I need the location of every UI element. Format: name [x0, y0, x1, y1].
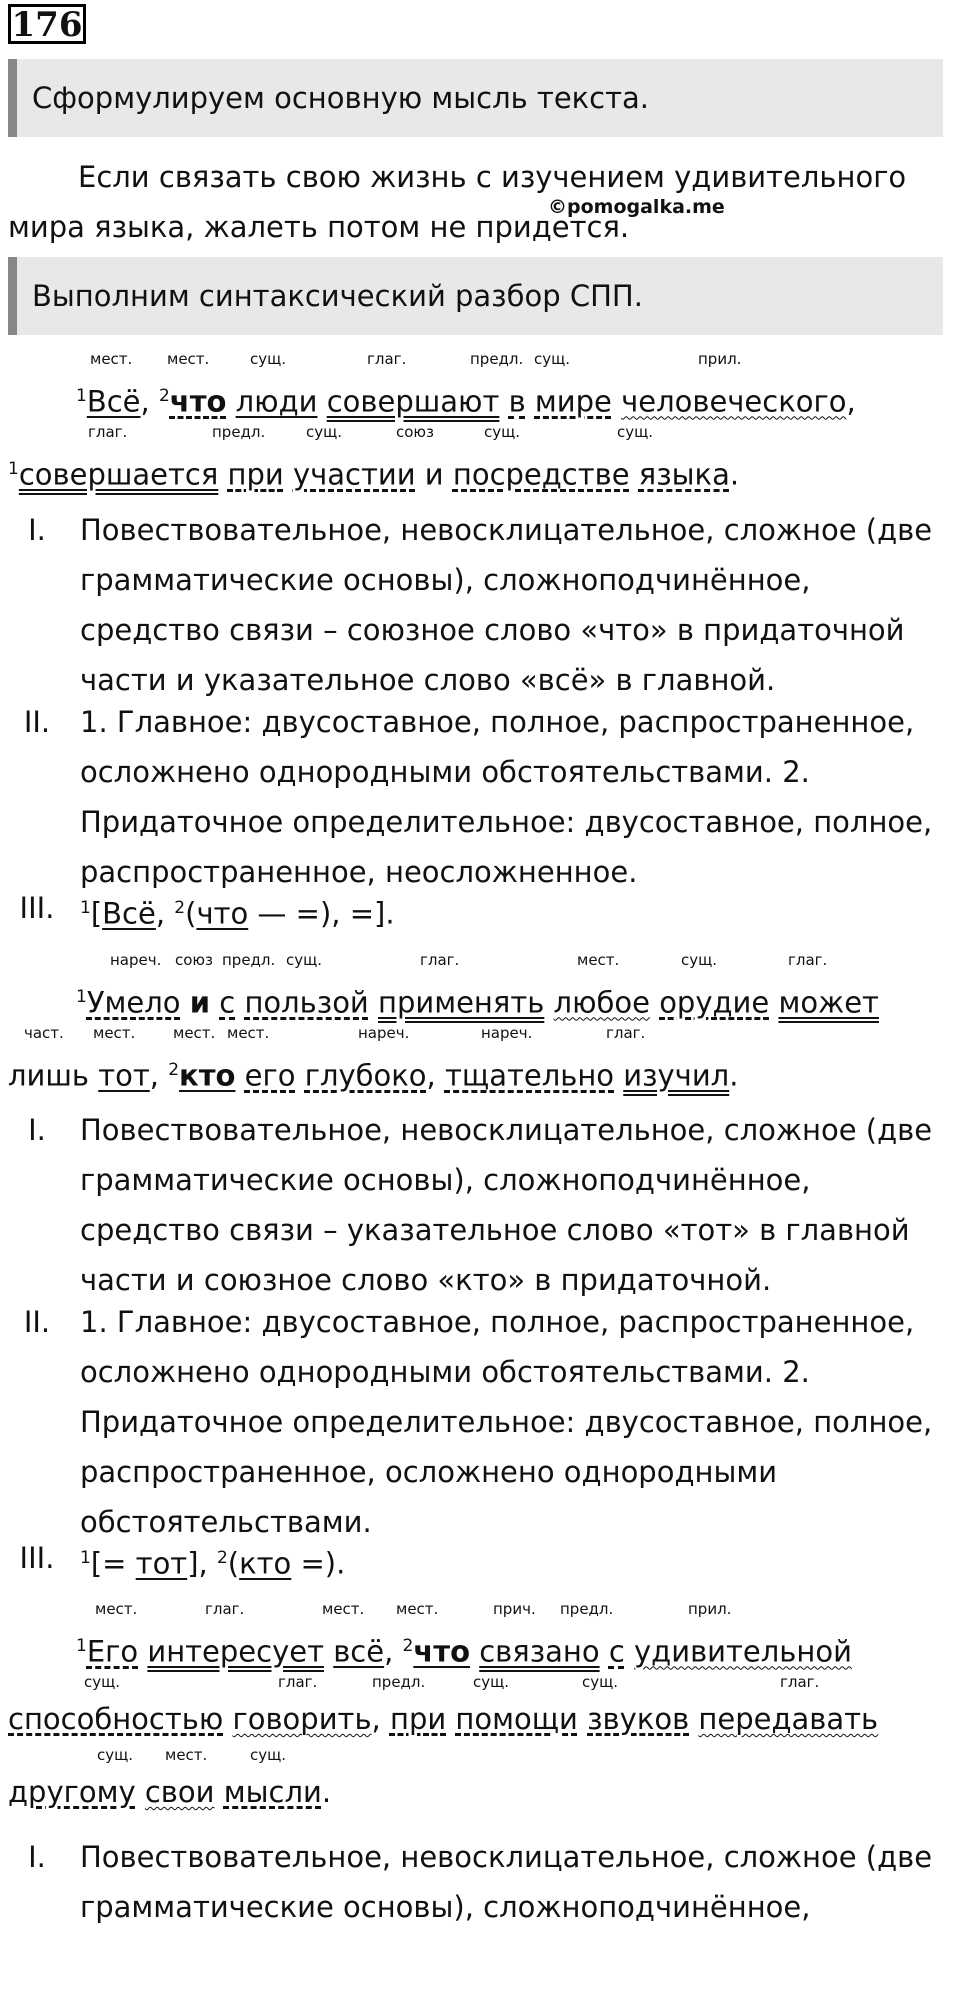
roman-numeral: I.: [28, 1113, 46, 1147]
sentence-1-analysis-1: Повествовательное, невосклицательное, сложное (две грамматические основы), сложноподчинённое, средство связи – союзное слово «что» в придаточной части и указательное слово «всё» в главной.: [80, 513, 933, 697]
sentence-2-analysis-1: Повествовательное, невосклицательное, сложное (две грамматические основы), сложноподчинённое, средство связи – указательное слово «тот» в главной части и союзное слово «кто» в придаточной.: [80, 1113, 933, 1297]
pos-label: глаг.: [780, 1673, 820, 1691]
pos-label: союз: [396, 423, 435, 441]
roman-numeral: II.: [23, 705, 51, 739]
pos-label: глаг.: [278, 1673, 318, 1691]
pos-label: част.: [24, 1024, 64, 1042]
pos-label: глаг.: [420, 951, 460, 969]
pos-label: мест.: [95, 1600, 138, 1618]
sentence-3-analysis-1: Повествовательное, невосклицательное, сложное (две грамматические основы), сложноподчинённое,: [80, 1840, 933, 1924]
pos-label: мест.: [173, 1024, 216, 1042]
pos-label: предл.: [560, 1600, 614, 1618]
roman-numeral: II.: [23, 1305, 51, 1339]
pos-label: глаг.: [205, 1600, 245, 1618]
watermark: ©pomogalka.me: [548, 196, 725, 218]
pos-label: прич.: [493, 1600, 536, 1618]
section-header-main-idea: Сформулируем основную мысль текста.: [8, 59, 943, 137]
pos-label: мест.: [90, 350, 133, 368]
pos-label: предл.: [372, 1673, 426, 1691]
pos-label: предл.: [212, 423, 266, 441]
pos-label: мест.: [227, 1024, 270, 1042]
pos-label: сущ.: [617, 423, 654, 441]
pos-label: мест.: [165, 1746, 208, 1764]
sentence-3-line-3: другому свои мысли.: [8, 1775, 332, 1809]
pos-label: сущ.: [84, 1673, 121, 1691]
pos-label: нареч.: [358, 1024, 410, 1042]
pos-label: мест.: [577, 951, 620, 969]
roman-numeral: I.: [28, 1840, 46, 1874]
section-header-syntax: Выполним синтаксический разбор СПП.: [8, 257, 943, 335]
pos-label: глаг.: [88, 423, 128, 441]
sentence-1-scheme: $^1$[Всё, $^2$(что — =), =].: [80, 896, 395, 931]
sentence-1-line-2: $^1$совершается при участии и посредстве языка.: [8, 457, 740, 492]
sentence-2-line-1: $^1$Умело и с пользой применять любое орудие может: [76, 985, 879, 1020]
pos-label: предл.: [222, 951, 276, 969]
pos-label: мест.: [167, 350, 210, 368]
pos-label: сущ.: [250, 1746, 287, 1764]
pos-label: сущ.: [582, 1673, 619, 1691]
sentence-2-scheme: $^1$[= тот], $^2$(кто =).: [80, 1546, 346, 1581]
pos-label: нареч.: [481, 1024, 533, 1042]
pos-label: прил.: [698, 350, 742, 368]
pos-label: нареч.: [110, 951, 162, 969]
sentence-3-line-2: способностью говорить, при помощи звуков передавать: [8, 1702, 879, 1736]
pos-label: предл.: [470, 350, 524, 368]
main-idea-text: Если связать свою жизнь с изучением удивительного мира языка, жалеть потом не придется.: [8, 160, 907, 244]
pos-label: глаг.: [367, 350, 407, 368]
pos-label: сущ.: [306, 423, 343, 441]
roman-numeral: I.: [28, 513, 46, 547]
pos-label: прил.: [688, 1600, 732, 1618]
pos-label: сущ.: [97, 1746, 134, 1764]
sentence-2-analysis-2: 1. Главное: двусоставное, полное, распространенное, осложнено однородными обстоятельствами. 2. Придаточное определительное: двусоставное, полное, распространенное, осложнено однородными обстоятельствами.: [80, 1305, 933, 1539]
task-number: 176: [8, 4, 86, 44]
pos-label: сущ.: [534, 350, 571, 368]
pos-label: глаг.: [606, 1024, 646, 1042]
roman-numeral: III.: [19, 891, 55, 925]
pos-label: сущ.: [250, 350, 287, 368]
pos-label: сущ.: [681, 951, 718, 969]
pos-label: союз: [175, 951, 214, 969]
pos-label: сущ.: [484, 423, 521, 441]
roman-numeral: III.: [19, 1541, 55, 1575]
sentence-3-line-1: $^1$Его интересует всё, $^2$что связано с удивительной: [76, 1634, 852, 1669]
pos-label: мест.: [322, 1600, 365, 1618]
sentence-1-analysis-2: 1. Главное: двусоставное, полное, распространенное, осложнено однородными обстоятельствами. 2. Придаточное определительное: двусоставное, полное, распространенное, неосложненное.: [80, 705, 933, 889]
sentence-2-line-2: лишь тот, $^2$кто его глубоко, тщательно изучил.: [8, 1058, 739, 1093]
pos-label: мест.: [396, 1600, 439, 1618]
pos-label: сущ.: [473, 1673, 510, 1691]
pos-label: мест.: [93, 1024, 136, 1042]
pos-label: глаг.: [788, 951, 828, 969]
pos-label: сущ.: [286, 951, 323, 969]
sentence-1-line-1: $^1$Всё, $^2$что люди совершают в мире человеческого,: [76, 384, 856, 419]
